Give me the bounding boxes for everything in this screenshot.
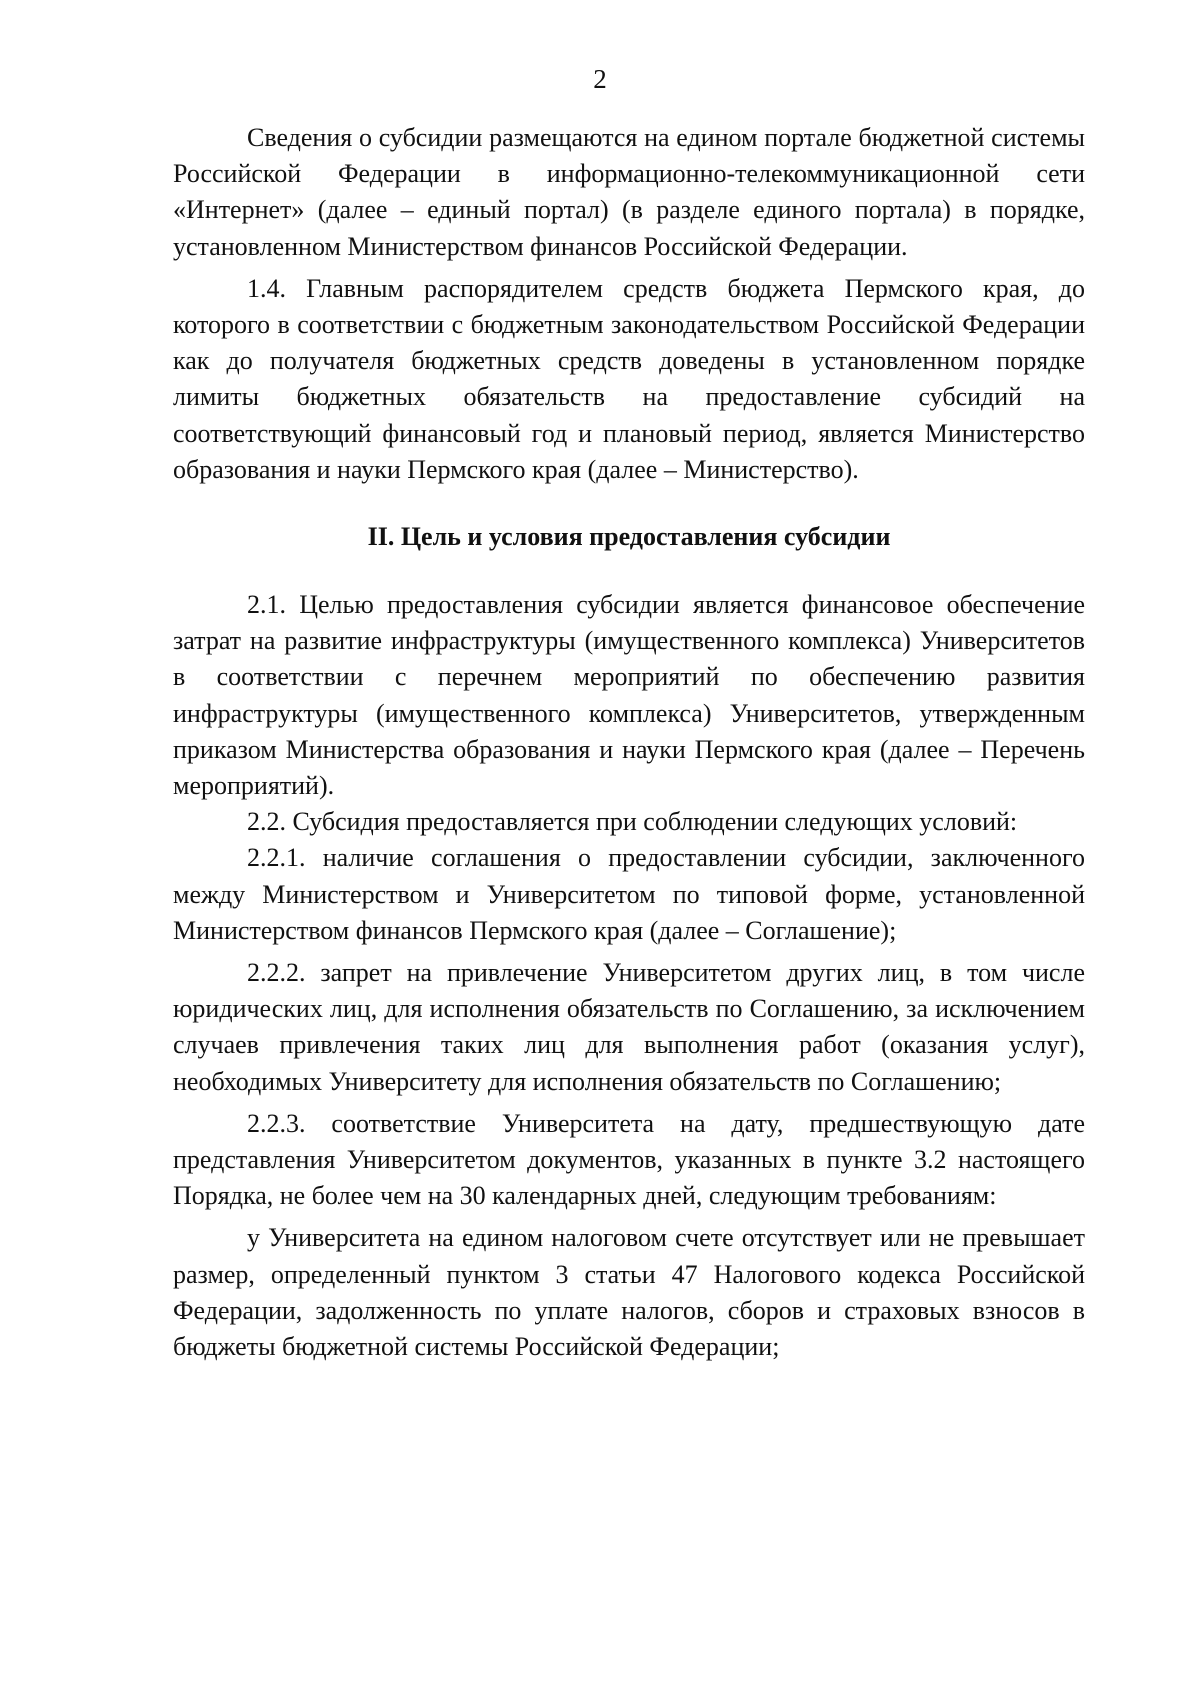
document-body [173,120,1085,1365]
paragraph-2-1: 2.1. Целью предоставления субсидии является финансовое обеспечение затрат на развитие инфраструктуры (имущественного комплекса) Университетов в соответствии с перечнем мероприятий по обеспечению развития инфраструктуры (имущественного комплекса) Университетов, утвержденным приказом Министерства образования и науки Пермского края (далее – Перечень мероприятий). [173,590,1085,801]
paragraph-2-2-3: 2.2.3. соответствие Университета на дату, предшествующую дате представления Университетом документов, указанных в пункте 3.2 настоящего Порядка, не более чем на 30 календарных дней, следующим требованиям: [173,1108,1085,1211]
paragraph-2-2-2: 2.2.2. запрет на привлечение Университетом других лиц, в том числе юридических лиц, для исполнения обязательств по Соглашению, за исключением случаев привлечения таких лиц для выполнения работ (оказания услуг), необходимых Университету для исполнения обязательств по Соглашению; [173,958,1085,1096]
paragraph-2-2-1: 2.2.1. наличие соглашения о предоставлении субсидии, заключенного между Министерством и Университетом по типовой форме, установленной Министерством финансов Пермского края (далее – Соглашение); [173,843,1085,945]
section-heading: II. Цель и условия предоставления субсидии [367,522,891,552]
page-number: 2 [593,64,607,94]
paragraph-1-4: 1.4. Главным распорядителем средств бюджета Пермского края, до которого в соответствии с бюджетным законодательством Российской Федерации как до получателя бюджетных средств доведены в установленном порядке лимиты бюджетных обязательств на предоставление субсидий на соответствующий финансовый год и плановый период, является Министерство образования и науки Пермского края (далее – Министерство). [173,273,1085,484]
paragraph-subsidy-info: Сведения о субсидии размещаются на едином портале бюджетной системы Российской Федерации в информационно-телекоммуникационной сети «Интернет» (далее – единый портал) (в разделе единого портала) в порядке, установленном Министерством финансов Российской Федерации. [173,123,1085,261]
paragraph-2-2: 2.2. Субсидия предоставляется при соблюдении следующих условий: [247,807,1018,837]
paragraph-tax-requirement: у Университета на едином налоговом счете отсутствует или не превышает размер, определенный пунктом 3 статьи 47 Налогового кодекса Российской Федерации, задолженность по уплате налогов, сборов и страховых взносов в бюджеты бюджетной системы Российской Федерации; [173,1223,1085,1362]
